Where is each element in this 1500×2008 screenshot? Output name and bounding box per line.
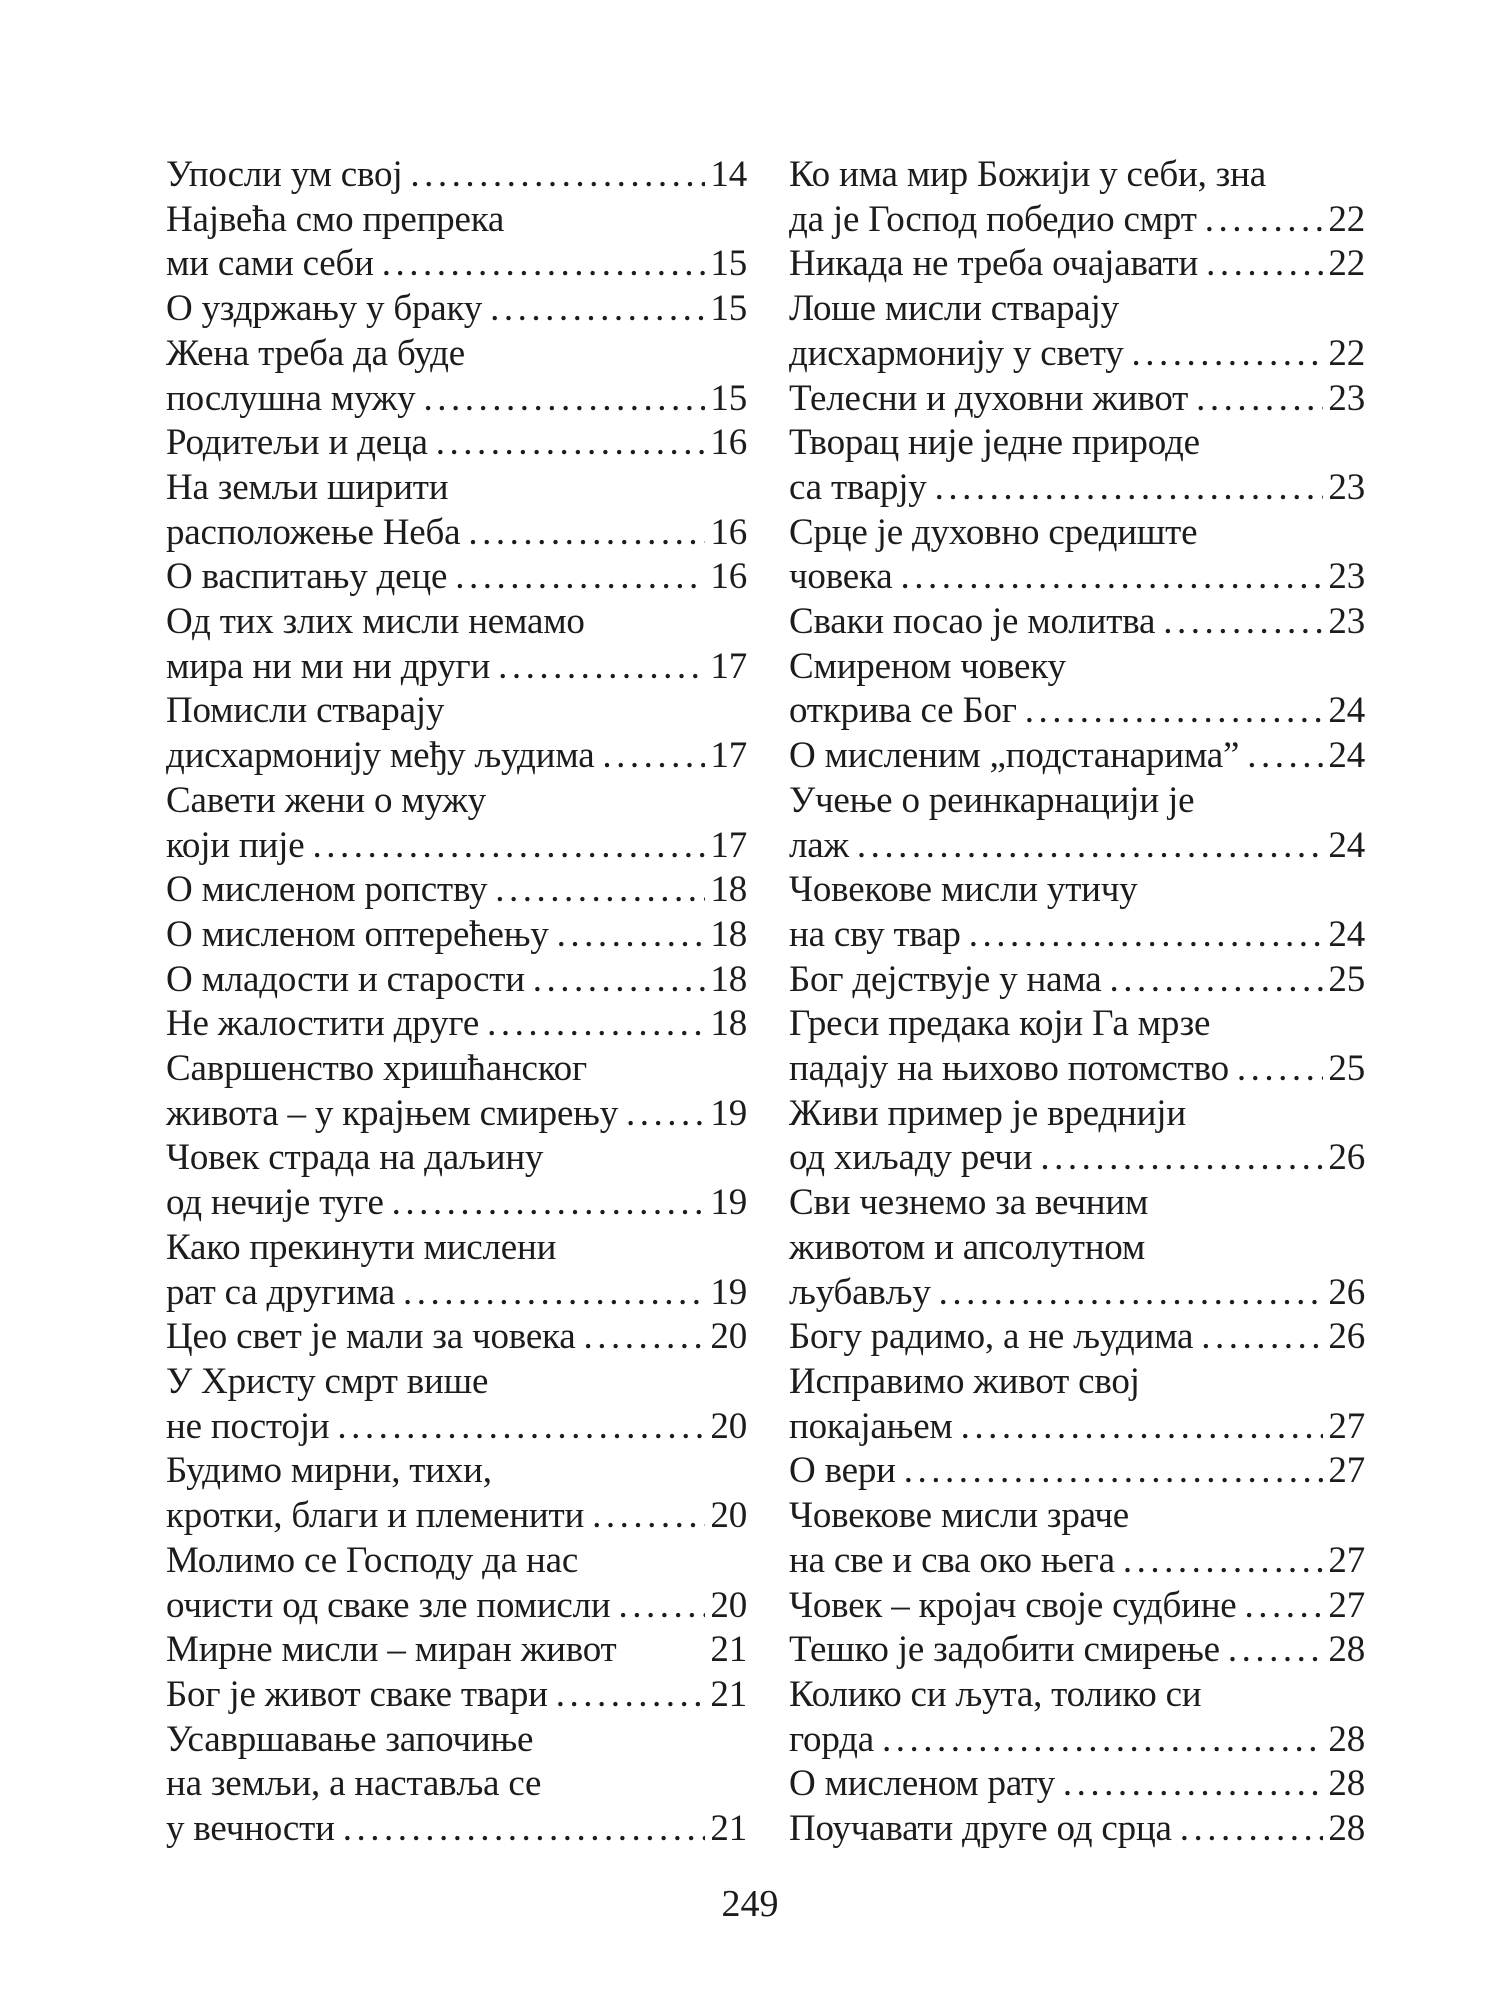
toc-entry-title: Родитељи и деца	[166, 422, 428, 464]
dot-leader	[525, 958, 706, 1003]
toc-entry-title: Колико си љута, толико си	[789, 1673, 1202, 1715]
toc-line	[166, 1673, 747, 1718]
dot-leader	[1115, 1539, 1324, 1584]
toc-page-number: 17	[710, 824, 747, 866]
toc-entry	[166, 287, 747, 332]
toc-page-number: 20	[710, 1584, 747, 1626]
toc-line	[166, 1405, 747, 1450]
toc-line	[789, 1047, 1365, 1092]
toc-line	[166, 1047, 747, 1092]
toc-entry-title: На земљи ширити	[166, 466, 449, 508]
dot-leader	[402, 153, 705, 198]
toc-page-number: 27	[1328, 1405, 1365, 1447]
toc-line	[789, 153, 1365, 198]
toc-line	[166, 1807, 747, 1852]
toc-entry-title: Човек страда на даљину	[166, 1137, 544, 1179]
dot-leader	[896, 1449, 1324, 1494]
toc-line	[166, 1136, 747, 1181]
toc-entry-title: О мисленим „подстанарима”	[789, 735, 1240, 777]
dot-leader	[374, 242, 706, 287]
toc-entry-title: са тварју	[789, 466, 927, 508]
toc-page-number: 27	[1328, 1539, 1365, 1581]
toc-line	[166, 689, 747, 734]
toc-page-number: 21	[710, 1629, 747, 1671]
toc-page-number: 16	[710, 556, 747, 598]
toc-line	[789, 1226, 1365, 1271]
toc-page-number: 24	[1328, 824, 1365, 866]
toc-entry	[789, 1807, 1365, 1852]
toc-entry	[166, 1047, 747, 1136]
toc-page-number: 23	[1328, 377, 1365, 419]
toc-entry-title: послушна мужу	[166, 377, 416, 419]
toc-page-number: 15	[710, 377, 747, 419]
toc-entry	[166, 1539, 747, 1628]
toc-entry-title: Ко има мир Божији у себи, зна	[789, 154, 1266, 195]
toc-page-number: 19	[710, 1182, 747, 1224]
toc-entry-title: Срце је духовно средиште	[789, 511, 1198, 553]
toc-line	[789, 734, 1365, 779]
toc-line	[166, 779, 747, 824]
toc-entry	[166, 466, 747, 555]
toc-entry-title: Савети жени о мужу	[166, 779, 486, 821]
toc-entry-title: живота – у крајњем смирењу	[166, 1092, 619, 1134]
toc-line	[789, 600, 1365, 645]
toc-entry	[166, 1673, 747, 1718]
toc-page-number: 28	[1328, 1763, 1365, 1805]
dot-leader	[549, 913, 706, 958]
dot-leader	[1197, 198, 1324, 243]
toc-page-number: 26	[1328, 1271, 1365, 1313]
toc-entry	[789, 1002, 1365, 1091]
dot-leader	[611, 1584, 706, 1629]
dot-leader	[548, 1673, 706, 1718]
toc-page-number: 15	[710, 243, 747, 285]
toc-entry-title: Жена треба да буде	[166, 332, 465, 374]
toc-page-number: 23	[1328, 601, 1365, 643]
toc-line	[166, 466, 747, 511]
dot-leader	[1193, 1315, 1323, 1360]
toc-entry-title: кротки, благи и племенити	[166, 1495, 585, 1537]
toc-line	[789, 242, 1365, 287]
toc-line	[166, 287, 747, 332]
toc-entry	[166, 153, 747, 198]
toc-page-number: 19	[710, 1092, 747, 1134]
dot-leader	[927, 466, 1324, 511]
toc-entry-title: дисхармонију међу људима	[166, 735, 595, 777]
toc-entry-title: Лоше мисли стварају	[789, 288, 1119, 330]
toc-column-left	[166, 153, 747, 1852]
toc-entry	[166, 689, 747, 778]
toc-line	[166, 242, 747, 287]
toc-entry-title: Од тих злих мисли немамо	[166, 601, 585, 643]
dot-leader	[1188, 377, 1323, 422]
toc-entry	[789, 287, 1365, 376]
toc-entry	[789, 1673, 1365, 1762]
toc-entry-title: на земљи, а наставља се	[166, 1763, 542, 1805]
toc-column-right	[789, 153, 1365, 1852]
toc-entry-title: Упосли ум свој	[166, 154, 403, 195]
toc-entry-title: на сву твар	[789, 913, 961, 955]
dot-leader	[329, 1405, 705, 1450]
toc-entry	[166, 958, 747, 1003]
toc-entry-title: О мисленом оптерећењу	[166, 913, 549, 955]
toc-entry-title: покајањем	[789, 1405, 953, 1447]
toc-entry	[789, 958, 1365, 1003]
toc-line	[166, 1181, 747, 1226]
toc-line	[789, 1449, 1365, 1494]
toc-entry	[789, 734, 1365, 779]
toc-entry-title: О уздржању у браку	[166, 288, 483, 330]
toc-line	[789, 1628, 1365, 1673]
toc-entry	[789, 377, 1365, 422]
toc-line	[789, 1136, 1365, 1181]
toc-line	[166, 600, 747, 645]
dot-leader	[479, 1002, 705, 1047]
toc-page-number: 16	[710, 511, 747, 553]
toc-entry	[166, 421, 747, 466]
dot-leader	[490, 645, 705, 690]
toc-page-number: 17	[710, 735, 747, 777]
dot-leader	[953, 1405, 1324, 1450]
toc-entry-title: Будимо мирни, тихи,	[166, 1450, 492, 1492]
dot-leader	[874, 1718, 1323, 1763]
toc-entry	[789, 1584, 1365, 1629]
toc-line	[789, 1360, 1365, 1405]
toc-line	[789, 1271, 1365, 1316]
toc-line	[166, 1315, 747, 1360]
toc-line	[789, 1718, 1365, 1763]
toc-entry	[789, 1092, 1365, 1181]
toc-line	[789, 779, 1365, 824]
toc-entry-title: Смиреном човеку	[789, 645, 1066, 687]
toc-line	[166, 1762, 747, 1807]
dot-leader	[1198, 242, 1323, 287]
toc-line	[166, 1271, 747, 1316]
toc-entry-title: падају на њихово потомство	[789, 1048, 1229, 1090]
toc-entry-title: Цео свет је мали за човека	[166, 1316, 576, 1358]
toc-entry-title: не постоји	[166, 1405, 330, 1447]
toc-entry-title: расположење Неба	[166, 511, 461, 553]
toc-entry	[789, 242, 1365, 287]
toc-entry	[166, 1449, 747, 1538]
toc-page-number: 23	[1328, 556, 1365, 598]
toc-line	[166, 332, 747, 377]
toc-line	[789, 824, 1365, 869]
toc-entry	[166, 868, 747, 913]
toc-entry	[166, 1315, 747, 1360]
toc-page-number: 18	[710, 913, 747, 955]
dot-leader	[584, 1494, 705, 1539]
toc-line	[789, 287, 1365, 332]
toc-entry-title: да је Господ победио смрт	[789, 198, 1197, 240]
toc-page-number: 28	[1328, 1629, 1365, 1671]
toc-entry-title: О младости и старости	[166, 958, 525, 1000]
toc-entry	[166, 198, 747, 287]
toc-page-number: 26	[1328, 1316, 1365, 1358]
toc-entry-title: Човекове мисли зраче	[789, 1495, 1129, 1537]
toc-entry-title: Никада не треба очајавати	[789, 243, 1199, 285]
toc-line	[166, 734, 747, 779]
dot-leader	[1102, 958, 1324, 1003]
toc-line	[166, 1584, 747, 1629]
dot-leader	[1124, 332, 1324, 377]
toc-entry-title: Учење о реинкарнацији је	[789, 779, 1195, 821]
toc-entry-title: који пије	[166, 824, 305, 866]
toc-entry-title: Живи пример је вреднији	[789, 1092, 1186, 1134]
toc-entry	[166, 1718, 747, 1852]
toc-entry	[166, 1002, 747, 1047]
toc-line	[166, 1002, 747, 1047]
toc-line	[166, 1718, 747, 1763]
toc-entry	[789, 153, 1365, 242]
toc-line	[789, 689, 1365, 734]
toc-entry-title: Усавршавање започиње	[166, 1718, 534, 1760]
toc-line	[789, 1673, 1365, 1718]
toc-line	[166, 645, 747, 690]
toc-line	[789, 511, 1365, 556]
toc-entry-title: Творац није једне природе	[789, 422, 1200, 464]
dot-leader	[415, 377, 705, 422]
dot-leader	[482, 287, 705, 332]
toc-entry-title: љубављу	[789, 1271, 931, 1313]
toc-line	[166, 421, 747, 466]
toc-entry-title: од хиљаду речи	[789, 1137, 1033, 1179]
toc-page-number: 16	[710, 422, 747, 464]
toc-line	[166, 1494, 747, 1539]
dot-leader	[1017, 689, 1324, 734]
toc-page-number: 28	[1328, 1808, 1365, 1850]
toc-line	[166, 958, 747, 1003]
toc-entry-title: рат са другима	[166, 1271, 396, 1313]
dot-leader	[1239, 734, 1323, 779]
dot-leader	[395, 1271, 705, 1316]
toc-line	[789, 555, 1365, 600]
toc-entry-title: Човек – кројач своје судбине	[789, 1584, 1237, 1626]
toc-page-number: 18	[710, 869, 747, 911]
toc-page-number: 19	[710, 1271, 747, 1313]
toc-entry-title: открива се Бог	[789, 690, 1017, 732]
toc-entry-title: Сваки посао је молитва	[789, 601, 1156, 643]
toc-line	[166, 511, 747, 556]
dot-leader	[487, 868, 705, 913]
dot-leader	[460, 511, 705, 556]
toc-line	[166, 153, 747, 198]
toc-entry-title: мира ни ми ни други	[166, 645, 491, 687]
dot-leader	[1155, 600, 1323, 645]
toc-line	[789, 1807, 1365, 1852]
toc-entry-title: Бог дејствује у нама	[789, 958, 1102, 1000]
toc-entry-title: Поучавати друге од срца	[789, 1808, 1172, 1850]
dot-leader	[1032, 1136, 1323, 1181]
dot-leader	[1229, 1047, 1323, 1092]
toc-entry-title: Не жалостити друге	[166, 1003, 480, 1045]
toc-entry	[166, 332, 747, 421]
toc-entry	[166, 555, 747, 600]
toc-entry-title: од нечије туге	[166, 1182, 384, 1224]
toc-entry-title: Телесни и духовни живот	[789, 377, 1189, 419]
toc-page-number: 21	[710, 1808, 747, 1850]
toc-line	[166, 913, 747, 958]
dot-leader	[618, 1092, 705, 1137]
dot-leader	[961, 913, 1324, 958]
toc-entry	[789, 511, 1365, 600]
toc-entry	[789, 1449, 1365, 1494]
toc-entry-title: Највећа смо препрека	[166, 198, 505, 240]
toc-line	[789, 1092, 1365, 1137]
toc-entry-title: у вечности	[166, 1808, 335, 1850]
toc-entry	[166, 1628, 747, 1673]
dot-leader	[594, 734, 705, 779]
toc-line	[789, 913, 1365, 958]
toc-entry-title: Богу радимо, а не људима	[789, 1316, 1194, 1358]
toc-entry-title: на све и сва око њега	[789, 1539, 1115, 1581]
toc-entry	[789, 1628, 1365, 1673]
toc-entry-title: горда	[789, 1718, 875, 1760]
toc-line	[789, 1002, 1365, 1047]
toc-line	[789, 377, 1365, 422]
toc-page-number: 17	[710, 645, 747, 687]
toc-page-number: 20	[710, 1316, 747, 1358]
toc-page-number: 14	[710, 154, 747, 195]
toc-line	[789, 466, 1365, 511]
toc-entry-title: Молимо се Господу да нас	[166, 1539, 579, 1581]
toc-line	[789, 332, 1365, 377]
toc-entry	[166, 779, 747, 868]
toc-line	[789, 958, 1365, 1003]
toc-entry-title: Тешко је задобити смирење	[789, 1629, 1220, 1671]
toc-entry	[166, 1136, 747, 1225]
toc-line	[166, 1449, 747, 1494]
toc-line	[789, 1315, 1365, 1360]
dot-leader	[447, 555, 705, 600]
dot-leader	[384, 1181, 706, 1226]
toc-entry-title: животом и апсолутном	[789, 1226, 1146, 1268]
toc-entry-title: лаж	[789, 824, 849, 866]
toc-entry	[789, 421, 1365, 510]
toc-entry-title: очисти од сваке зле помисли	[166, 1584, 611, 1626]
toc-entry-title: ми сами себи	[166, 243, 374, 285]
toc-page-number: 27	[1328, 1450, 1365, 1492]
toc-page-number: 22	[1328, 243, 1365, 285]
toc-entry	[789, 1315, 1365, 1360]
toc-entry	[789, 1494, 1365, 1583]
toc-line	[789, 1584, 1365, 1629]
toc-page-number: 24	[1328, 735, 1365, 777]
dot-leader	[335, 1807, 706, 1852]
toc-page-number: 27	[1328, 1584, 1365, 1626]
dot-leader	[1237, 1584, 1324, 1629]
toc-entry-title: О мисленом ропству	[166, 869, 488, 911]
toc-page-number: 22	[1328, 198, 1365, 240]
dot-leader	[892, 555, 1323, 600]
toc-entry-title: Исправимо живот свој	[789, 1360, 1140, 1402]
dot-leader	[304, 824, 705, 869]
dot-leader	[1172, 1807, 1324, 1852]
toc-entry-title: Помисли стварају	[166, 690, 445, 732]
toc-entry-title: О мисленом рату	[789, 1763, 1055, 1805]
toc-entry-title: О васпитању деце	[166, 556, 448, 598]
toc-page-number: 24	[1328, 690, 1365, 732]
toc-page-number: 26	[1328, 1137, 1365, 1179]
toc-entry	[789, 1181, 1365, 1315]
dot-leader	[1220, 1628, 1324, 1673]
toc-line	[166, 1226, 747, 1271]
toc-entry-title: Греси предака који Га мрзе	[789, 1003, 1211, 1045]
toc-entry-title: Како прекинути мислени	[166, 1226, 557, 1268]
toc-line	[789, 1181, 1365, 1226]
toc-entry-title: Човекове мисли утичу	[789, 869, 1138, 911]
toc-page-number: 21	[710, 1673, 747, 1715]
toc-line	[789, 198, 1365, 243]
toc-line	[789, 1762, 1365, 1807]
toc-line	[789, 421, 1365, 466]
toc-line	[789, 645, 1365, 690]
toc-entry	[789, 868, 1365, 957]
toc-page-number: 23	[1328, 466, 1365, 508]
toc-entry	[166, 913, 747, 958]
toc-line	[166, 1628, 747, 1673]
toc-entry	[166, 1360, 747, 1449]
toc-entry-title: човека	[789, 556, 893, 598]
toc-line	[789, 1494, 1365, 1539]
dot-leader	[849, 824, 1324, 869]
toc-entry	[789, 645, 1365, 734]
toc-entry-title: Бог је живот сваке твари	[166, 1673, 548, 1715]
toc-page-number: 20	[710, 1405, 747, 1447]
toc-entry	[789, 1762, 1365, 1807]
toc-line	[166, 377, 747, 422]
toc-line	[166, 198, 747, 243]
toc-line	[789, 1539, 1365, 1584]
toc-entry-title: Мирне мисли – миран живот	[166, 1629, 617, 1671]
dot-leader	[931, 1271, 1324, 1316]
dot-leader	[428, 421, 706, 466]
toc-entry-title: О вери	[789, 1450, 896, 1492]
toc-page-number: 18	[710, 1003, 747, 1045]
toc-entry-title: У Христу смрт више	[166, 1360, 489, 1402]
toc-page-number: 28	[1328, 1718, 1365, 1760]
toc-page-number: 25	[1328, 958, 1365, 1000]
toc-entry	[789, 600, 1365, 645]
toc-line	[166, 1539, 747, 1584]
toc-entry-title: дисхармонију у свету	[789, 332, 1124, 374]
toc-page-number: 18	[710, 958, 747, 1000]
toc-line	[166, 555, 747, 600]
toc-line	[166, 1092, 747, 1137]
toc-line	[789, 868, 1365, 913]
toc-line	[166, 824, 747, 869]
toc-entry-title: Савршенство хришћанског	[166, 1048, 587, 1090]
toc-entry	[789, 1360, 1365, 1449]
toc-line	[166, 868, 747, 913]
toc-page-number: 25	[1328, 1048, 1365, 1090]
toc-page-number: 15	[710, 288, 747, 330]
toc-entry	[789, 779, 1365, 868]
toc-entry-title: Сви чезнемо за вечним	[789, 1182, 1149, 1224]
toc-entry	[166, 1226, 747, 1315]
toc-line	[166, 1360, 747, 1405]
folio-page-number: 249	[721, 1883, 779, 1925]
dot-leader	[1055, 1762, 1323, 1807]
toc-page-number: 20	[710, 1495, 747, 1537]
toc-page-number: 22	[1328, 332, 1365, 374]
toc-line	[789, 1405, 1365, 1450]
toc-entry	[166, 600, 747, 689]
dot-leader	[576, 1315, 706, 1360]
toc-page-number: 24	[1328, 913, 1365, 955]
